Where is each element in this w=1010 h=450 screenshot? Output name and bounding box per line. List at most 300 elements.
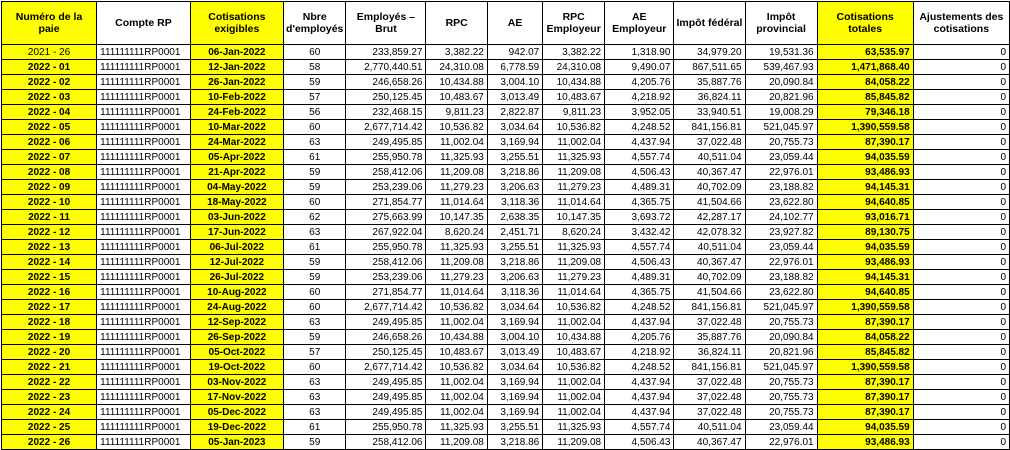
adjustments-cell[interactable]: 0 <box>913 45 1009 60</box>
employee-count-cell[interactable]: 57 <box>284 345 346 360</box>
due-date-cell[interactable]: 24-Aug-2022 <box>190 300 283 315</box>
adjustments-cell[interactable]: 0 <box>913 360 1009 375</box>
employee-count-cell[interactable]: 60 <box>284 195 346 210</box>
due-date-cell[interactable]: 18-May-2022 <box>190 195 283 210</box>
federal-tax-cell[interactable]: 40,367.47 <box>674 255 745 270</box>
employee-count-cell[interactable]: 62 <box>284 210 346 225</box>
provincial-tax-cell[interactable]: 23,059.44 <box>745 420 817 435</box>
rp-account-cell[interactable]: 111111111RP0001 <box>97 360 191 375</box>
cpp-cell[interactable]: 11,209.08 <box>426 435 487 450</box>
gross-pay-cell[interactable]: 253,239.06 <box>346 180 426 195</box>
provincial-tax-cell[interactable]: 20,090.84 <box>745 75 817 90</box>
cpp-employer-cell[interactable]: 10,483.67 <box>543 90 605 105</box>
header-gross-pay[interactable]: Employés – Brut <box>346 2 426 45</box>
federal-tax-cell[interactable]: 37,022.48 <box>674 405 745 420</box>
total-contributions-cell[interactable]: 87,390.17 <box>817 390 913 405</box>
pay-number-cell[interactable]: 2022 - 05 <box>2 120 97 135</box>
pay-number-cell[interactable]: 2022 - 02 <box>2 75 97 90</box>
due-date-cell[interactable]: 26-Sep-2022 <box>190 330 283 345</box>
pay-number-cell[interactable]: 2022 - 24 <box>2 405 97 420</box>
gross-pay-cell[interactable]: 255,950.78 <box>346 240 426 255</box>
cpp-employer-cell[interactable]: 11,014.64 <box>543 195 605 210</box>
cpp-employer-cell[interactable]: 10,434.88 <box>543 75 605 90</box>
adjustments-cell[interactable]: 0 <box>913 150 1009 165</box>
employee-count-cell[interactable]: 60 <box>284 285 346 300</box>
rp-account-cell[interactable]: 111111111RP0001 <box>97 75 191 90</box>
provincial-tax-cell[interactable]: 24,102.77 <box>745 210 817 225</box>
adjustments-cell[interactable]: 0 <box>913 330 1009 345</box>
header-ei-employer[interactable]: AE Employeur <box>605 2 674 45</box>
total-contributions-cell[interactable]: 1,390,559.58 <box>817 300 913 315</box>
cpp-employer-cell[interactable]: 11,325.93 <box>543 420 605 435</box>
rp-account-cell[interactable]: 111111111RP0001 <box>97 225 191 240</box>
federal-tax-cell[interactable]: 841,156.81 <box>674 300 745 315</box>
ei-employer-cell[interactable]: 4,437.94 <box>605 405 674 420</box>
due-date-cell[interactable]: 10-Feb-2022 <box>190 90 283 105</box>
adjustments-cell[interactable]: 0 <box>913 60 1009 75</box>
total-contributions-cell[interactable]: 1,390,559.58 <box>817 120 913 135</box>
due-date-cell[interactable]: 04-May-2022 <box>190 180 283 195</box>
cpp-employer-cell[interactable]: 3,382.22 <box>543 45 605 60</box>
gross-pay-cell[interactable]: 258,412.06 <box>346 165 426 180</box>
employee-count-cell[interactable]: 59 <box>284 270 346 285</box>
rp-account-cell[interactable]: 111111111RP0001 <box>97 345 191 360</box>
employee-count-cell[interactable]: 59 <box>284 255 346 270</box>
employee-count-cell[interactable]: 63 <box>284 405 346 420</box>
federal-tax-cell[interactable]: 841,156.81 <box>674 360 745 375</box>
adjustments-cell[interactable]: 0 <box>913 270 1009 285</box>
federal-tax-cell[interactable]: 40,367.47 <box>674 165 745 180</box>
gross-pay-cell[interactable]: 275,663.99 <box>346 210 426 225</box>
cpp-employer-cell[interactable]: 10,147.35 <box>543 210 605 225</box>
ei-employer-cell[interactable]: 1,318.90 <box>605 45 674 60</box>
ei-cell[interactable]: 3,034.64 <box>487 300 542 315</box>
adjustments-cell[interactable]: 0 <box>913 225 1009 240</box>
due-date-cell[interactable]: 12-Jul-2022 <box>190 255 283 270</box>
pay-number-cell[interactable]: 2022 - 13 <box>2 240 97 255</box>
cpp-cell[interactable]: 11,325.93 <box>426 150 487 165</box>
employee-count-cell[interactable]: 60 <box>284 45 346 60</box>
cpp-employer-cell[interactable]: 11,325.93 <box>543 150 605 165</box>
total-contributions-cell[interactable]: 87,390.17 <box>817 405 913 420</box>
pay-number-cell[interactable]: 2021 - 26 <box>2 45 97 60</box>
federal-tax-cell[interactable]: 37,022.48 <box>674 135 745 150</box>
total-contributions-cell[interactable]: 85,845.82 <box>817 90 913 105</box>
total-contributions-cell[interactable]: 93,486.93 <box>817 435 913 450</box>
provincial-tax-cell[interactable]: 22,976.01 <box>745 435 817 450</box>
provincial-tax-cell[interactable]: 521,045.97 <box>745 300 817 315</box>
gross-pay-cell[interactable]: 271,854.77 <box>346 195 426 210</box>
ei-cell[interactable]: 3,218.86 <box>487 435 542 450</box>
pay-number-cell[interactable]: 2022 - 15 <box>2 270 97 285</box>
rp-account-cell[interactable]: 111111111RP0001 <box>97 210 191 225</box>
cpp-employer-cell[interactable]: 10,536.82 <box>543 120 605 135</box>
employee-count-cell[interactable]: 61 <box>284 420 346 435</box>
ei-employer-cell[interactable]: 4,365.75 <box>605 285 674 300</box>
due-date-cell[interactable]: 17-Nov-2022 <box>190 390 283 405</box>
cpp-cell[interactable]: 11,014.64 <box>426 285 487 300</box>
pay-number-cell[interactable]: 2022 - 17 <box>2 300 97 315</box>
cpp-employer-cell[interactable]: 11,002.04 <box>543 315 605 330</box>
gross-pay-cell[interactable]: 2,677,714.42 <box>346 300 426 315</box>
rp-account-cell[interactable]: 111111111RP0001 <box>97 135 191 150</box>
cpp-cell[interactable]: 10,536.82 <box>426 360 487 375</box>
employee-count-cell[interactable]: 61 <box>284 150 346 165</box>
provincial-tax-cell[interactable]: 22,976.01 <box>745 165 817 180</box>
header-total-contributions[interactable]: Cotisations totales <box>817 2 913 45</box>
total-contributions-cell[interactable]: 1,471,868.40 <box>817 60 913 75</box>
gross-pay-cell[interactable]: 255,950.78 <box>346 150 426 165</box>
due-date-cell[interactable]: 10-Mar-2022 <box>190 120 283 135</box>
gross-pay-cell[interactable]: 2,770,440.51 <box>346 60 426 75</box>
ei-cell[interactable]: 3,013.49 <box>487 90 542 105</box>
ei-employer-cell[interactable]: 4,218.92 <box>605 90 674 105</box>
ei-employer-cell[interactable]: 3,432.42 <box>605 225 674 240</box>
adjustments-cell[interactable]: 0 <box>913 105 1009 120</box>
ei-cell[interactable]: 3,218.86 <box>487 165 542 180</box>
adjustments-cell[interactable]: 0 <box>913 210 1009 225</box>
cpp-cell[interactable]: 9,811.23 <box>426 105 487 120</box>
ei-cell[interactable]: 3,206.63 <box>487 180 542 195</box>
header-cpp-employer[interactable]: RPC Employeur <box>543 2 605 45</box>
header-ei[interactable]: AE <box>487 2 542 45</box>
ei-employer-cell[interactable]: 4,437.94 <box>605 135 674 150</box>
rp-account-cell[interactable]: 111111111RP0001 <box>97 240 191 255</box>
federal-tax-cell[interactable]: 40,511.04 <box>674 420 745 435</box>
ei-cell[interactable]: 3,169.94 <box>487 405 542 420</box>
due-date-cell[interactable]: 12-Sep-2022 <box>190 315 283 330</box>
header-rp-account[interactable]: Compte RP <box>97 2 191 45</box>
total-contributions-cell[interactable]: 84,058.22 <box>817 330 913 345</box>
ei-employer-cell[interactable]: 4,506.43 <box>605 165 674 180</box>
employee-count-cell[interactable]: 61 <box>284 240 346 255</box>
adjustments-cell[interactable]: 0 <box>913 285 1009 300</box>
federal-tax-cell[interactable]: 40,367.47 <box>674 435 745 450</box>
federal-tax-cell[interactable]: 33,940.51 <box>674 105 745 120</box>
total-contributions-cell[interactable]: 93,016.71 <box>817 210 913 225</box>
employee-count-cell[interactable]: 63 <box>284 225 346 240</box>
employee-count-cell[interactable]: 59 <box>284 165 346 180</box>
cpp-cell[interactable]: 10,483.67 <box>426 90 487 105</box>
federal-tax-cell[interactable]: 36,824.11 <box>674 90 745 105</box>
ei-cell[interactable]: 3,004.10 <box>487 330 542 345</box>
federal-tax-cell[interactable]: 35,887.76 <box>674 330 745 345</box>
federal-tax-cell[interactable]: 41,504.66 <box>674 285 745 300</box>
total-contributions-cell[interactable]: 63,535.97 <box>817 45 913 60</box>
due-date-cell[interactable]: 19-Dec-2022 <box>190 420 283 435</box>
total-contributions-cell[interactable]: 87,390.17 <box>817 315 913 330</box>
adjustments-cell[interactable]: 0 <box>913 435 1009 450</box>
cpp-cell[interactable]: 11,002.04 <box>426 375 487 390</box>
pay-number-cell[interactable]: 2022 - 19 <box>2 330 97 345</box>
ei-cell[interactable]: 3,169.94 <box>487 135 542 150</box>
pay-number-cell[interactable]: 2022 - 01 <box>2 60 97 75</box>
pay-number-cell[interactable]: 2022 - 18 <box>2 315 97 330</box>
provincial-tax-cell[interactable]: 23,059.44 <box>745 150 817 165</box>
pay-number-cell[interactable]: 2022 - 11 <box>2 210 97 225</box>
ei-employer-cell[interactable]: 4,489.31 <box>605 180 674 195</box>
rp-account-cell[interactable]: 111111111RP0001 <box>97 270 191 285</box>
employee-count-cell[interactable]: 59 <box>284 75 346 90</box>
ei-cell[interactable]: 3,255.51 <box>487 240 542 255</box>
header-pay-number[interactable]: Numéro de la paie <box>2 2 97 45</box>
provincial-tax-cell[interactable]: 19,008.29 <box>745 105 817 120</box>
ei-employer-cell[interactable]: 3,952.05 <box>605 105 674 120</box>
cpp-cell[interactable]: 10,536.82 <box>426 300 487 315</box>
provincial-tax-cell[interactable]: 20,090.84 <box>745 330 817 345</box>
due-date-cell[interactable]: 06-Jan-2022 <box>190 45 283 60</box>
ei-cell[interactable]: 942.07 <box>487 45 542 60</box>
ei-cell[interactable]: 3,255.51 <box>487 150 542 165</box>
gross-pay-cell[interactable]: 253,239.06 <box>346 270 426 285</box>
ei-cell[interactable]: 3,118.36 <box>487 195 542 210</box>
due-date-cell[interactable]: 24-Mar-2022 <box>190 135 283 150</box>
gross-pay-cell[interactable]: 232,468.15 <box>346 105 426 120</box>
ei-cell[interactable]: 2,822.87 <box>487 105 542 120</box>
ei-employer-cell[interactable]: 9,490.07 <box>605 60 674 75</box>
ei-cell[interactable]: 3,169.94 <box>487 390 542 405</box>
ei-employer-cell[interactable]: 3,693.72 <box>605 210 674 225</box>
ei-employer-cell[interactable]: 4,437.94 <box>605 315 674 330</box>
federal-tax-cell[interactable]: 40,702.09 <box>674 270 745 285</box>
rp-account-cell[interactable]: 111111111RP0001 <box>97 255 191 270</box>
total-contributions-cell[interactable]: 87,390.17 <box>817 375 913 390</box>
gross-pay-cell[interactable]: 246,658.26 <box>346 75 426 90</box>
provincial-tax-cell[interactable]: 20,821.96 <box>745 345 817 360</box>
cpp-employer-cell[interactable]: 24,310.08 <box>543 60 605 75</box>
provincial-tax-cell[interactable]: 19,531.36 <box>745 45 817 60</box>
ei-employer-cell[interactable]: 4,489.31 <box>605 270 674 285</box>
federal-tax-cell[interactable]: 841,156.81 <box>674 120 745 135</box>
cpp-cell[interactable]: 11,002.04 <box>426 135 487 150</box>
adjustments-cell[interactable]: 0 <box>913 315 1009 330</box>
total-contributions-cell[interactable]: 84,058.22 <box>817 75 913 90</box>
employee-count-cell[interactable]: 59 <box>284 330 346 345</box>
provincial-tax-cell[interactable]: 23,188.82 <box>745 180 817 195</box>
adjustments-cell[interactable]: 0 <box>913 135 1009 150</box>
cpp-employer-cell[interactable]: 10,536.82 <box>543 300 605 315</box>
rp-account-cell[interactable]: 111111111RP0001 <box>97 300 191 315</box>
total-contributions-cell[interactable]: 94,035.59 <box>817 150 913 165</box>
gross-pay-cell[interactable]: 250,125.45 <box>346 90 426 105</box>
due-date-cell[interactable]: 24-Feb-2022 <box>190 105 283 120</box>
total-contributions-cell[interactable]: 94,640.85 <box>817 285 913 300</box>
rp-account-cell[interactable]: 111111111RP0001 <box>97 330 191 345</box>
due-date-cell[interactable]: 03-Jun-2022 <box>190 210 283 225</box>
ei-cell[interactable]: 3,004.10 <box>487 75 542 90</box>
employee-count-cell[interactable]: 58 <box>284 60 346 75</box>
cpp-employer-cell[interactable]: 9,811.23 <box>543 105 605 120</box>
cpp-cell[interactable]: 11,209.08 <box>426 165 487 180</box>
ei-employer-cell[interactable]: 4,557.74 <box>605 150 674 165</box>
employee-count-cell[interactable]: 60 <box>284 120 346 135</box>
due-date-cell[interactable]: 10-Aug-2022 <box>190 285 283 300</box>
ei-employer-cell[interactable]: 4,205.76 <box>605 330 674 345</box>
due-date-cell[interactable]: 05-Apr-2022 <box>190 150 283 165</box>
rp-account-cell[interactable]: 111111111RP0001 <box>97 420 191 435</box>
cpp-employer-cell[interactable]: 10,434.88 <box>543 330 605 345</box>
cpp-cell[interactable]: 10,434.88 <box>426 330 487 345</box>
ei-cell[interactable]: 3,169.94 <box>487 375 542 390</box>
provincial-tax-cell[interactable]: 539,467.93 <box>745 60 817 75</box>
gross-pay-cell[interactable]: 258,412.06 <box>346 435 426 450</box>
rp-account-cell[interactable]: 111111111RP0001 <box>97 435 191 450</box>
cpp-cell[interactable]: 10,483.67 <box>426 345 487 360</box>
cpp-employer-cell[interactable]: 11,002.04 <box>543 390 605 405</box>
cpp-employer-cell[interactable]: 11,325.93 <box>543 240 605 255</box>
ei-employer-cell[interactable]: 4,437.94 <box>605 375 674 390</box>
ei-employer-cell[interactable]: 4,506.43 <box>605 435 674 450</box>
rp-account-cell[interactable]: 111111111RP0001 <box>97 150 191 165</box>
adjustments-cell[interactable]: 0 <box>913 300 1009 315</box>
cpp-cell[interactable]: 10,536.82 <box>426 120 487 135</box>
pay-number-cell[interactable]: 2022 - 07 <box>2 150 97 165</box>
cpp-employer-cell[interactable]: 8,620.24 <box>543 225 605 240</box>
total-contributions-cell[interactable]: 89,130.75 <box>817 225 913 240</box>
total-contributions-cell[interactable]: 94,145.31 <box>817 180 913 195</box>
adjustments-cell[interactable]: 0 <box>913 75 1009 90</box>
gross-pay-cell[interactable]: 255,950.78 <box>346 420 426 435</box>
cpp-cell[interactable]: 3,382.22 <box>426 45 487 60</box>
ei-employer-cell[interactable]: 4,205.76 <box>605 75 674 90</box>
header-cpp[interactable]: RPC <box>426 2 487 45</box>
ei-employer-cell[interactable]: 4,248.52 <box>605 300 674 315</box>
gross-pay-cell[interactable]: 249,495.85 <box>346 405 426 420</box>
cpp-cell[interactable]: 11,209.08 <box>426 255 487 270</box>
due-date-cell[interactable]: 05-Jan-2023 <box>190 435 283 450</box>
rp-account-cell[interactable]: 111111111RP0001 <box>97 405 191 420</box>
federal-tax-cell[interactable]: 41,504.66 <box>674 195 745 210</box>
rp-account-cell[interactable]: 111111111RP0001 <box>97 120 191 135</box>
due-date-cell[interactable]: 26-Jan-2022 <box>190 75 283 90</box>
pay-number-cell[interactable]: 2022 - 26 <box>2 435 97 450</box>
due-date-cell[interactable]: 12-Jan-2022 <box>190 60 283 75</box>
ei-cell[interactable]: 2,638.35 <box>487 210 542 225</box>
employee-count-cell[interactable]: 56 <box>284 105 346 120</box>
header-employee-count[interactable]: Nbre d'employés <box>284 2 346 45</box>
ei-cell[interactable]: 3,255.51 <box>487 420 542 435</box>
cpp-employer-cell[interactable]: 11,002.04 <box>543 375 605 390</box>
ei-cell[interactable]: 3,034.64 <box>487 360 542 375</box>
ei-cell[interactable]: 3,206.63 <box>487 270 542 285</box>
gross-pay-cell[interactable]: 233,859.27 <box>346 45 426 60</box>
employee-count-cell[interactable]: 57 <box>284 90 346 105</box>
pay-number-cell[interactable]: 2022 - 20 <box>2 345 97 360</box>
provincial-tax-cell[interactable]: 23,622.80 <box>745 285 817 300</box>
provincial-tax-cell[interactable]: 23,927.82 <box>745 225 817 240</box>
total-contributions-cell[interactable]: 93,486.93 <box>817 255 913 270</box>
adjustments-cell[interactable]: 0 <box>913 390 1009 405</box>
federal-tax-cell[interactable]: 37,022.48 <box>674 390 745 405</box>
adjustments-cell[interactable]: 0 <box>913 240 1009 255</box>
pay-number-cell[interactable]: 2022 - 04 <box>2 105 97 120</box>
federal-tax-cell[interactable]: 40,511.04 <box>674 150 745 165</box>
employee-count-cell[interactable]: 63 <box>284 135 346 150</box>
header-federal-tax[interactable]: Impôt fédéral <box>674 2 745 45</box>
cpp-cell[interactable]: 11,002.04 <box>426 390 487 405</box>
total-contributions-cell[interactable]: 93,486.93 <box>817 165 913 180</box>
rp-account-cell[interactable]: 111111111RP0001 <box>97 105 191 120</box>
pay-number-cell[interactable]: 2022 - 25 <box>2 420 97 435</box>
adjustments-cell[interactable]: 0 <box>913 375 1009 390</box>
due-date-cell[interactable]: 06-Jul-2022 <box>190 240 283 255</box>
adjustments-cell[interactable]: 0 <box>913 345 1009 360</box>
ei-employer-cell[interactable]: 4,248.52 <box>605 360 674 375</box>
provincial-tax-cell[interactable]: 521,045.97 <box>745 360 817 375</box>
federal-tax-cell[interactable]: 36,824.11 <box>674 345 745 360</box>
total-contributions-cell[interactable]: 85,845.82 <box>817 345 913 360</box>
federal-tax-cell[interactable]: 867,511.65 <box>674 60 745 75</box>
ei-cell[interactable]: 3,169.94 <box>487 315 542 330</box>
gross-pay-cell[interactable]: 249,495.85 <box>346 390 426 405</box>
pay-number-cell[interactable]: 2022 - 09 <box>2 180 97 195</box>
gross-pay-cell[interactable]: 249,495.85 <box>346 375 426 390</box>
cpp-cell[interactable]: 11,279.23 <box>426 270 487 285</box>
pay-number-cell[interactable]: 2022 - 10 <box>2 195 97 210</box>
federal-tax-cell[interactable]: 37,022.48 <box>674 315 745 330</box>
rp-account-cell[interactable]: 111111111RP0001 <box>97 45 191 60</box>
gross-pay-cell[interactable]: 249,495.85 <box>346 135 426 150</box>
due-date-cell[interactable]: 26-Jul-2022 <box>190 270 283 285</box>
provincial-tax-cell[interactable]: 23,188.82 <box>745 270 817 285</box>
employee-count-cell[interactable]: 60 <box>284 360 346 375</box>
pay-number-cell[interactable]: 2022 - 21 <box>2 360 97 375</box>
ei-cell[interactable]: 6,778.59 <box>487 60 542 75</box>
total-contributions-cell[interactable]: 1,390,559.58 <box>817 360 913 375</box>
ei-cell[interactable]: 3,013.49 <box>487 345 542 360</box>
federal-tax-cell[interactable]: 34,979.20 <box>674 45 745 60</box>
due-date-cell[interactable]: 19-Oct-2022 <box>190 360 283 375</box>
rp-account-cell[interactable]: 111111111RP0001 <box>97 375 191 390</box>
cpp-cell[interactable]: 11,014.64 <box>426 195 487 210</box>
gross-pay-cell[interactable]: 271,854.77 <box>346 285 426 300</box>
rp-account-cell[interactable]: 111111111RP0001 <box>97 165 191 180</box>
cpp-cell[interactable]: 11,325.93 <box>426 240 487 255</box>
adjustments-cell[interactable]: 0 <box>913 165 1009 180</box>
federal-tax-cell[interactable]: 42,287.17 <box>674 210 745 225</box>
pay-number-cell[interactable]: 2022 - 03 <box>2 90 97 105</box>
ei-employer-cell[interactable]: 4,365.75 <box>605 195 674 210</box>
ei-cell[interactable]: 2,451.71 <box>487 225 542 240</box>
header-provincial-tax[interactable]: Impôt provincial <box>745 2 817 45</box>
pay-number-cell[interactable]: 2022 - 14 <box>2 255 97 270</box>
adjustments-cell[interactable]: 0 <box>913 180 1009 195</box>
header-due-contributions[interactable]: Cotisations exigibles <box>190 2 283 45</box>
provincial-tax-cell[interactable]: 20,755.73 <box>745 315 817 330</box>
adjustments-cell[interactable]: 0 <box>913 195 1009 210</box>
due-date-cell[interactable]: 05-Oct-2022 <box>190 345 283 360</box>
employee-count-cell[interactable]: 63 <box>284 315 346 330</box>
rp-account-cell[interactable]: 111111111RP0001 <box>97 60 191 75</box>
federal-tax-cell[interactable]: 37,022.48 <box>674 375 745 390</box>
ei-employer-cell[interactable]: 4,437.94 <box>605 390 674 405</box>
adjustments-cell[interactable]: 0 <box>913 120 1009 135</box>
cpp-cell[interactable]: 11,325.93 <box>426 420 487 435</box>
cpp-employer-cell[interactable]: 11,279.23 <box>543 180 605 195</box>
cpp-employer-cell[interactable]: 11,002.04 <box>543 405 605 420</box>
employee-count-cell[interactable]: 60 <box>284 300 346 315</box>
total-contributions-cell[interactable]: 94,035.59 <box>817 240 913 255</box>
total-contributions-cell[interactable]: 79,346.18 <box>817 105 913 120</box>
pay-number-cell[interactable]: 2022 - 22 <box>2 375 97 390</box>
adjustments-cell[interactable]: 0 <box>913 255 1009 270</box>
ei-employer-cell[interactable]: 4,218.92 <box>605 345 674 360</box>
ei-employer-cell[interactable]: 4,506.43 <box>605 255 674 270</box>
rp-account-cell[interactable]: 111111111RP0001 <box>97 195 191 210</box>
provincial-tax-cell[interactable]: 20,755.73 <box>745 405 817 420</box>
provincial-tax-cell[interactable]: 20,755.73 <box>745 390 817 405</box>
cpp-cell[interactable]: 8,620.24 <box>426 225 487 240</box>
